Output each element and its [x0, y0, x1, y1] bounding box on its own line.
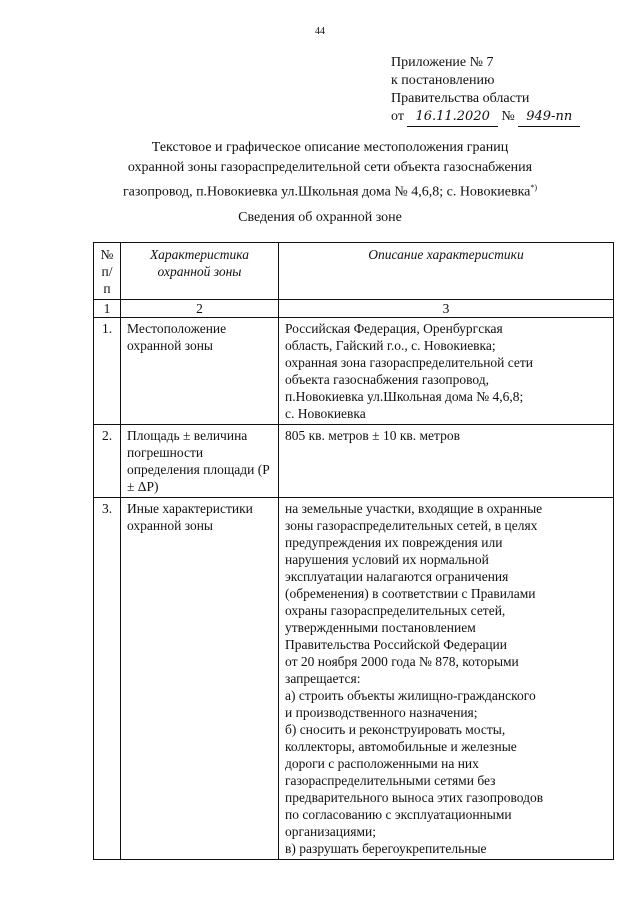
title-line-3: [80, 178, 580, 203]
table-row: [94, 498, 614, 860]
description-line: нарушения условий их нормальной: [285, 552, 489, 567]
description-line: эксплуатации налагаются ограничения: [285, 569, 509, 584]
description-line: Российская Федерация, Оренбургская: [285, 321, 503, 336]
page-number: 44: [315, 26, 325, 37]
table-row: [94, 425, 614, 498]
table-header-row: [94, 243, 614, 300]
description-line: объекта газоснабжения газопровод,: [285, 372, 489, 387]
description-line: а) строить объекты жилищно-гражданского: [285, 688, 536, 703]
description-line: на земельные участки, входящие в охранные: [285, 501, 543, 516]
description-line: Правительства Российской Федерации: [285, 637, 507, 652]
table-row: [94, 318, 614, 425]
row-characteristic: Местоположение охранной зоны: [121, 318, 279, 425]
index-cell-3: 3: [279, 300, 614, 318]
description-line: от 20 ноября 2000 года № 878, которыми: [285, 654, 519, 669]
description-line: в) разрушать берегоукрепительные: [285, 841, 487, 856]
description-line: газораспределительными сетями без: [285, 773, 496, 788]
document-title: [80, 138, 580, 203]
description-line: зоны газораспределительных сетей, в целях: [285, 518, 538, 533]
appendix-line-1: Приложение № 7: [391, 55, 494, 70]
title-line-2: охранной зоны газораспределительной сети объекта газоснабжения: [127, 160, 533, 175]
description-line: коллекторы, автомобильные и железные: [285, 739, 517, 754]
row-description: [279, 425, 614, 498]
title-line-3-text: газопровод, п.Новокиевка ул.Школьная дома № 4,6,8; с. Новокиевка: [122, 184, 531, 200]
appendix-line-2: к постановлению: [391, 73, 495, 88]
header-description: Описание характеристики: [279, 243, 614, 300]
description-line: по согласованию с эксплуатационными: [285, 807, 512, 822]
header-characteristic: Характеристика охранной зоны: [121, 243, 279, 300]
handwritten-number: 949-пп: [518, 108, 580, 127]
description-line: п.Новокиевка ул.Школьная дома № 4,6,8;: [285, 389, 524, 404]
description-line: охраны газораспределительных сетей,: [285, 603, 506, 618]
description-line: утвержденными постановлением: [285, 620, 476, 635]
row-number: 1.: [94, 318, 121, 425]
footnote-mark: *): [530, 183, 538, 192]
description-line: предварительного выноса этих газопроводов: [285, 790, 544, 805]
table-index-row: [94, 300, 614, 318]
date-prefix: от: [391, 109, 404, 124]
handwritten-date: 16.11.2020: [407, 108, 497, 127]
header-number: № п/п: [94, 243, 121, 300]
description-line: б) сносить и реконструировать мосты,: [285, 722, 506, 737]
row-number: 2.: [94, 425, 121, 498]
row-description: [279, 318, 614, 425]
zone-info-table: [93, 242, 614, 860]
row-characteristic: Площадь ± величина погрешности определения площади (P ± ΔP): [121, 425, 279, 498]
index-cell-1: 1: [94, 300, 121, 318]
description-line: предупреждения их повреждения или: [285, 535, 503, 550]
description-line: дороги с расположенными на них: [285, 756, 479, 771]
number-prefix: №: [501, 109, 515, 124]
description-line: и производственного назначения;: [285, 705, 478, 720]
description-line: организациями;: [285, 824, 376, 839]
row-characteristic: Иные характеристики охранной зоны: [121, 498, 279, 860]
description-line: 805 кв. метров ± 10 кв. метров: [285, 428, 460, 443]
row-description: [279, 498, 614, 860]
title-line-1: Текстовое и графическое описание местоположения границ: [151, 140, 509, 155]
row-number: 3.: [94, 498, 121, 860]
appendix-date-line: [391, 108, 580, 127]
index-cell-2: 2: [121, 300, 279, 318]
description-line: область, Гайский г.о., с. Новокиевка;: [285, 338, 496, 353]
description-line: охранная зона газораспределительной сети: [285, 355, 534, 370]
description-line: с. Новокиевка: [285, 406, 366, 421]
description-line: (обременения) в соответствии с Правилами: [285, 586, 536, 601]
description-line: запрещается:: [285, 671, 361, 686]
appendix-line-3: Правительства области: [391, 91, 530, 106]
appendix-header: [391, 54, 580, 127]
section-subtitle: Сведения об охранной зоне: [238, 210, 402, 225]
